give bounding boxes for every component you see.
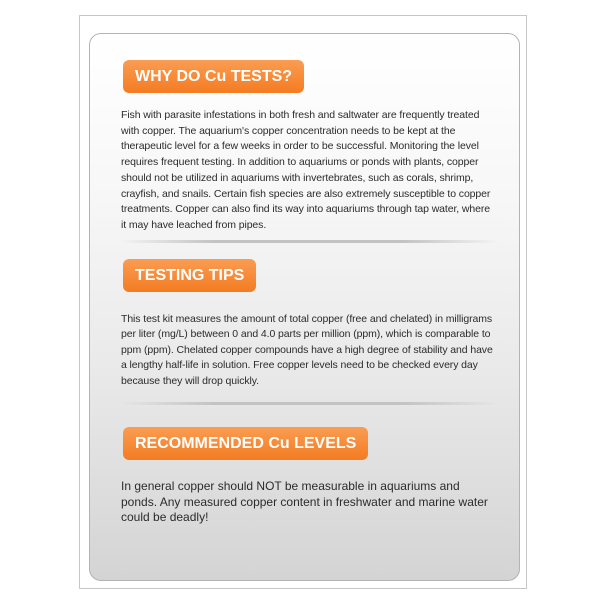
section-heading-testing-tips: TESTING TIPS <box>123 259 256 292</box>
section-divider <box>120 402 498 405</box>
section-heading-recommended-cu-levels: RECOMMENDED Cu LEVELS <box>123 427 368 460</box>
section-divider <box>120 240 498 243</box>
info-card <box>89 33 520 581</box>
section-heading-why-do-cu-tests: WHY DO Cu TESTS? <box>123 60 304 93</box>
section-body-recommended-cu-levels: In general copper should NOT be measurable in aquariums and ponds. Any measured copper content in freshwater and marine water could be deadly! <box>121 479 488 524</box>
section-body-why-do-cu-tests: Fish with parasite infestations in both fresh and saltwater are frequently treated with copper. The aquarium's copper concentration needs to be kept at the therapeutic level for a few weeks in order to be successful. Monitoring the level requires frequent testing. In addition to aquariums or ponds with plants, copper should not be utilized in aquariums with invertebrates, such as corals, shrimp, crayfish, and snails. Certain fish species are also extremely susceptible to copper treatments. Copper can also find its way into aquariums through tap water, where it may have leached from pipes. <box>121 109 491 231</box>
section-body-testing-tips: This test kit measures the amount of total copper (free and chelated) in milligrams per liter (mg/L) between 0 and 4.0 parts per million (ppm), which is comparable to ppm (ppm). Chelated copper compounds have a high degree of stability and have a lengthy half-life in solution. Free copper levels need to be checked every day because they will drop quickly. <box>121 313 493 387</box>
